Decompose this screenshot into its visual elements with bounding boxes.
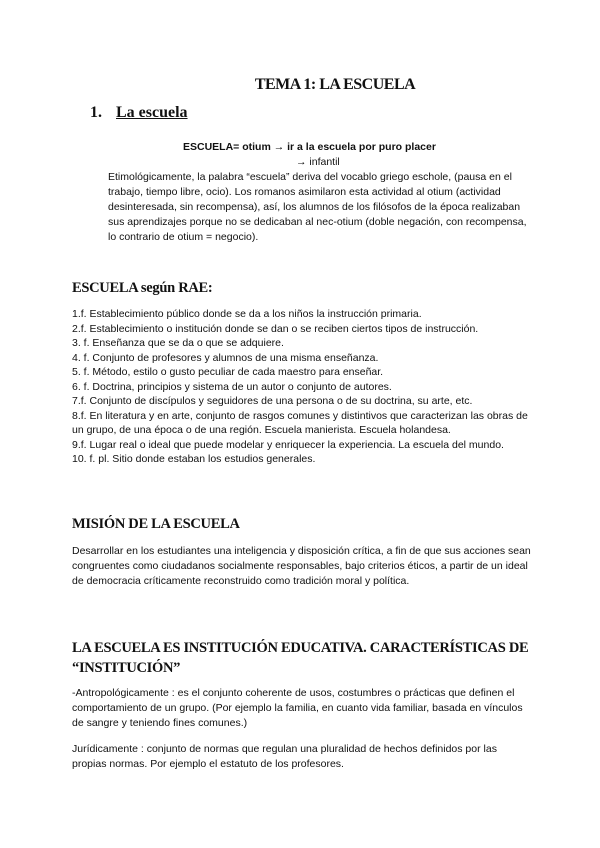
rae-heading: ESCUELA según RAE: <box>72 280 213 296</box>
list-item: 2.f. Establecimiento o institución donde se dan o se reciben ciertos tipos de instrucción. <box>72 322 479 335</box>
page-title: TEMA 1: LA ESCUELA <box>254 76 416 93</box>
list-item: 3. f. Enseñanza que se da o que se adquiere. <box>72 337 284 349</box>
list-item: 8.f. En literatura y en arte, conjunto de rasgos comunes y distintivos que caracterizan las obras de un grupo, de una época o de una región. Escuela manierista. Escuela holandesa. <box>72 409 528 436</box>
section-heading-la-escuela <box>90 104 188 122</box>
rae-definition-list <box>72 307 532 467</box>
list-item: 10. f. pl. Sitio donde estaban los estudios generales. <box>72 453 316 465</box>
definition-line: ESCUELA= otium → ir a la escuela por puro placer <box>183 141 436 153</box>
section-heading-text: La escuela <box>116 104 188 121</box>
definition-line-2: → infantil <box>296 156 340 168</box>
mission-heading: MISIÓN DE LA ESCUELA <box>72 516 240 532</box>
list-item: 6. f. Doctrina, principios y sistema de un autor o conjunto de autores. <box>72 380 392 393</box>
anthropological-paragraph: -Antropológicamente : es el conjunto coherente de usos, costumbres o prácticas que definen el comportamiento de un grupo. (Por ejemplo la familia, en cuanto vida familiar, basada en vínculos de sangre y teniendo fines comunes.) <box>72 687 523 729</box>
list-item: 1.f. Establecimiento público donde se da a los niños la instrucción primaria. <box>72 308 422 320</box>
list-item: 5. f. Método, estilo o gusto peculiar de cada maestro para enseñar. <box>72 366 384 378</box>
list-item: 4. f. Conjunto de profesores y alumnos de una misma enseñanza. <box>72 351 379 364</box>
section-number: 1. <box>90 104 102 121</box>
list-item: 9.f. Lugar real o ideal que puede modelar y enriquecer la experiencia. La escuela del mundo. <box>72 438 504 451</box>
institution-heading: LA ESCUELA ES INSTITUCIÓN EDUCATIVA. CARACTERÍSTICAS DE “INSTITUCIÓN” <box>72 640 529 676</box>
etymology-paragraph: Etimológicamente, la palabra “escuela” deriva del vocablo griego eschole, (pausa en el trabajo, tiempo libre, ocio). Los romanos asimilaron esta actividad al otium (actividad desinteresada, sin recompensa), así, los alumnos de los filósofos de la época realizaban sus aprendizajes porque no se dedicaban al nec-otium (doble negación, con recompensa, lo contrario de otium = negocio). <box>108 171 527 243</box>
list-item: 7.f. Conjunto de discípulos y seguidores de una persona o de su doctrina, su arte, etc. <box>72 395 473 407</box>
mission-paragraph: Desarrollar en los estudiantes una inteligencia y disposición crítica, a fin de que sus acciones sean congruentes como ciudadanos socialmente responsables, bajo criterios éticos, a partir de un ideal de democracia críticamente reconstruido como tradición moral y política. <box>72 545 531 587</box>
legal-paragraph: Jurídicamente : conjunto de normas que regulan una pluralidad de hechos definidos por las propias normas. Por ejemplo el estatuto de los profesores. <box>72 743 497 770</box>
